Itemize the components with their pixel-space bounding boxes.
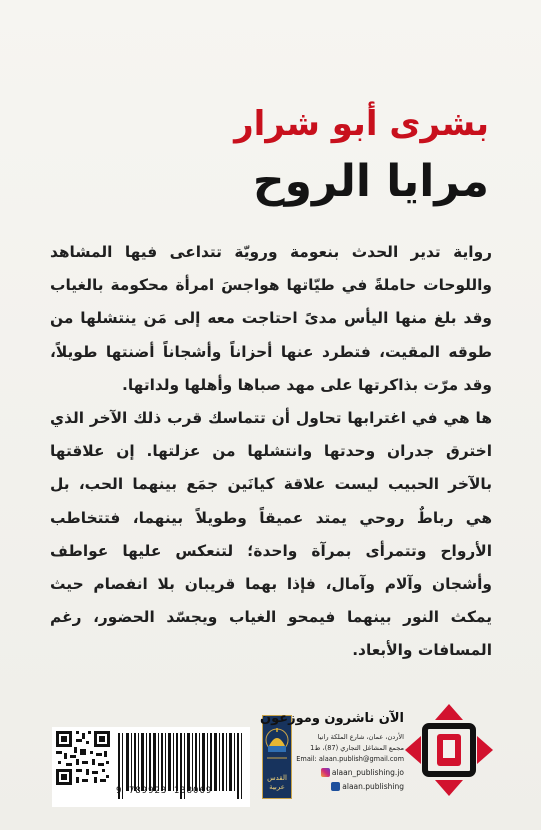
facebook-icon xyxy=(331,782,340,791)
publisher-facebook xyxy=(331,782,404,792)
book-title: مرايا الروح xyxy=(252,156,489,207)
publisher-logo-icon xyxy=(405,704,493,796)
facebook-handle: alaan.publishing xyxy=(342,782,404,791)
instagram-handle: alaan_publishing.jo xyxy=(331,768,404,777)
blurb-paragraph: ها هي في اغترابها تحاول أن تتماسك قرب ذلك الآخر الذي اخترق جدران وحدتها وانتشلها من عزلتها. إن علاقتها بالآخر الحبيب ليست علاقة كيانَين جمَع بينهما الحب، بل هي رباطٌ روحي يمتد عميقاً وطويلاً بينهما، فتتخاطب الأرواح وتتمرأى بمرآة واحدة؛ لتنعكس عليها عواطف وأشجان وآلام وآمال، فإذا بهما قريبان بلا انفصام حيث يمكث النور بينهما فيمحو الغياب ويجسّد الحضور، رغم المسافات والأبعاد. xyxy=(50,409,492,660)
blurb-paragraph: رواية تدير الحدث بنعومة ورويّة تتداعى فيها المشاهد واللوحات حاملةً في طيّاتها هواجسَ امرأة محكومة بالغياب وقد بلغ منها اليأس مدىً احتاجت معه إلى مَن ينتشلها من طوقه المقيت، فتطرد عنها أحزاناً وأشجاناً أضنتها طويلاً، وقد مرّت بذاكرتها على مهد صباها وأهلها ولداتها. xyxy=(50,243,492,394)
dome-of-rock-icon xyxy=(263,722,291,772)
qr-code-icon xyxy=(56,731,110,785)
al-quds-badge xyxy=(262,715,292,799)
publisher-complex: مجمع المشاغل التجاري (87)، ط1 xyxy=(310,744,404,752)
instagram-icon xyxy=(321,768,330,777)
isbn-number: 9 789923 138069 xyxy=(116,786,213,796)
publisher-name: الآن ناشرون وموزعون xyxy=(260,711,404,726)
publisher-email: Email: alaan.publish@gmail.com xyxy=(296,755,404,763)
publisher-address: الأردن، عمان، شارع الملكة رانيا xyxy=(317,733,404,741)
publisher-instagram xyxy=(321,768,404,778)
badge-label: القدس عربية xyxy=(267,774,287,791)
author-name: بشرى أبو شرار xyxy=(234,104,489,144)
blurb xyxy=(50,236,492,668)
